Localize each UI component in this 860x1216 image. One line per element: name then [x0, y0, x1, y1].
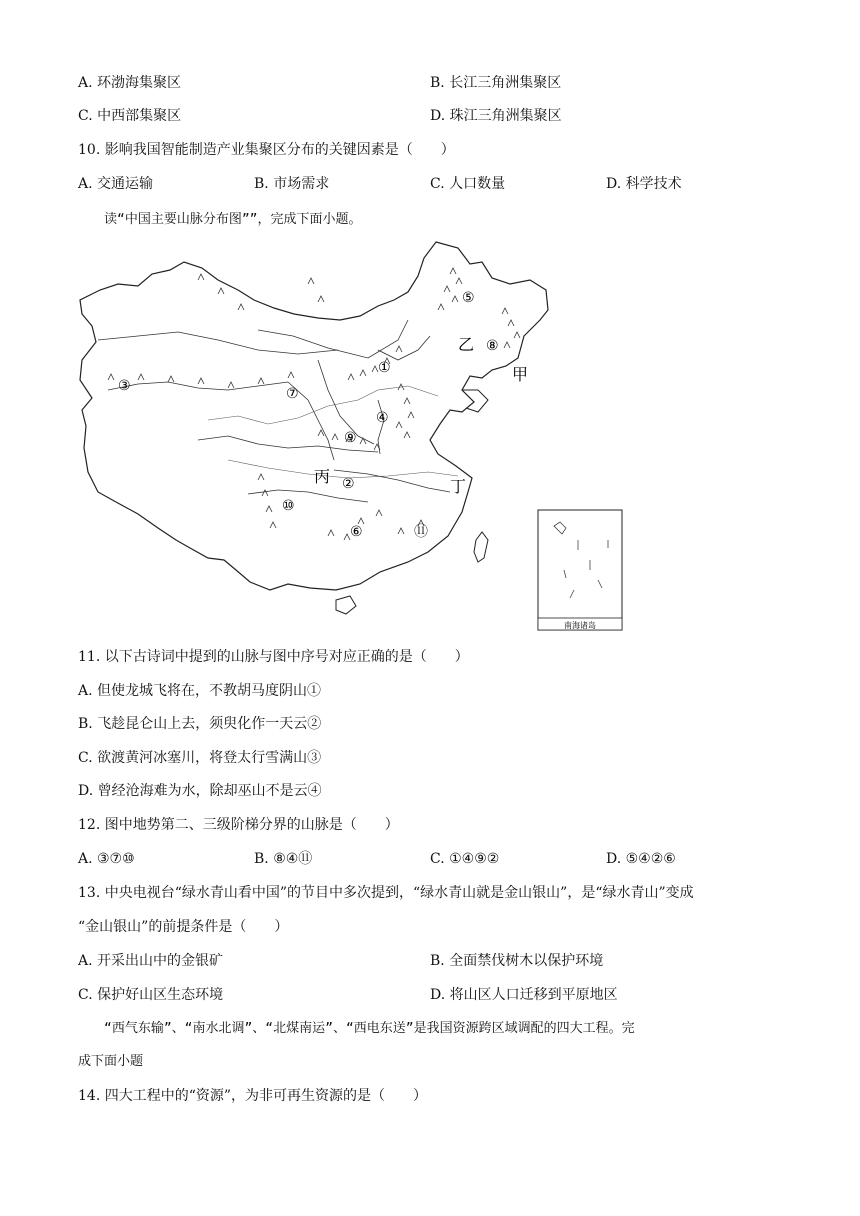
q13-stem-line2: “金山银山”的前提条件是（ ） [78, 919, 289, 935]
label-n10: ⑩ [282, 498, 295, 514]
q9-option-d: D. 珠江三角洲集聚区 [430, 108, 562, 124]
hainan-outline [336, 596, 356, 614]
q10-option-d: D. 科学技术 [606, 176, 682, 192]
q11-option-c: C. 欲渡黄河冰塞川，将登太行雪满山③ [78, 750, 322, 766]
inset-label: 南海诸岛 [564, 621, 596, 630]
q10-option-b: B. 市场需求 [254, 176, 330, 192]
label-jia: 甲 [512, 365, 529, 384]
q13-option-a: A. 开采出山中的金银矿 [78, 953, 224, 969]
q10-option-c: C. 人口数量 [430, 176, 506, 192]
label-n4: ④ [376, 410, 389, 426]
passage-four-projects-line1: “西气东输”、“南水北调”、“北煤南运”、“西电东送”是我国资源跨区域调配的四大工程。完 [104, 1021, 635, 1036]
label-n1: ① [378, 360, 391, 376]
q13-option-c: C. 保护好山区生态环境 [78, 987, 224, 1003]
q9-option-c: C. 中西部集聚区 [78, 108, 182, 124]
q11-option-a: A. 但使龙城飞将在，不教胡马度阴山① [78, 683, 322, 699]
label-n6: ⑥ [350, 524, 363, 540]
china-mountain-map [78, 240, 626, 635]
south-china-sea-inset [538, 510, 622, 630]
q12-option-a: A. ③⑦⑩ [78, 851, 135, 867]
q12-option-b: B. ⑧④⑪ [254, 851, 313, 867]
label-n8: ⑧ [486, 338, 499, 354]
label-n2: ② [342, 476, 355, 492]
label-n3: ③ [118, 378, 131, 394]
q10-stem: 10. 影响我国智能制造产业集聚区分布的关键因素是（ ） [78, 142, 455, 158]
q12-option-d: D. ⑤④②⑥ [606, 851, 676, 867]
q11-stem: 11. 以下古诗词中提到的山脉与图中序号对应正确的是（ ） [78, 649, 469, 665]
q9-option-a: A. 环渤海集聚区 [78, 75, 182, 91]
q12-option-c: C. ①④⑨② [430, 851, 500, 867]
q11-option-d: D. 曾经沧海难为水，除却巫山不是云④ [78, 783, 322, 799]
q10-option-a: A. 交通运输 [78, 176, 154, 192]
label-n5: ⑤ [462, 290, 475, 306]
q13-option-b: B. 全面禁伐树木以保护环境 [430, 953, 604, 969]
label-ding: 丁 [450, 477, 467, 496]
label-n7: ⑦ [286, 386, 299, 402]
label-bing: 丙 [314, 467, 331, 486]
label-yi: 乙 [458, 335, 475, 354]
q13-option-d: D. 将山区人口迁移到平原地区 [430, 987, 618, 1003]
q11-option-b: B. 飞趁昆仑山上去，须臾化作一天云② [78, 716, 322, 732]
q9-option-b: B. 长江三角洲集聚区 [430, 75, 562, 91]
label-n11: ⑪ [414, 524, 428, 540]
passage-four-projects-line2: 成下面小题 [78, 1054, 144, 1069]
passage-map-intro: 读“中国主要山脉分布图””，完成下面小题。 [104, 212, 362, 227]
label-n9: ⑨ [344, 430, 357, 446]
q14-stem: 14. 四大工程中的“资源”，为非可再生资源的是（ ） [78, 1088, 428, 1104]
taiwan-outline [474, 532, 488, 562]
q12-stem: 12. 图中地势第二、三级阶梯分界的山脉是（ ） [78, 817, 399, 833]
q13-stem-line1: 13. 中央电视台“绿水青山看中国”的节目中多次提到，“绿水青山就是金山银山”，是“绿水青山”变成 [78, 885, 694, 901]
